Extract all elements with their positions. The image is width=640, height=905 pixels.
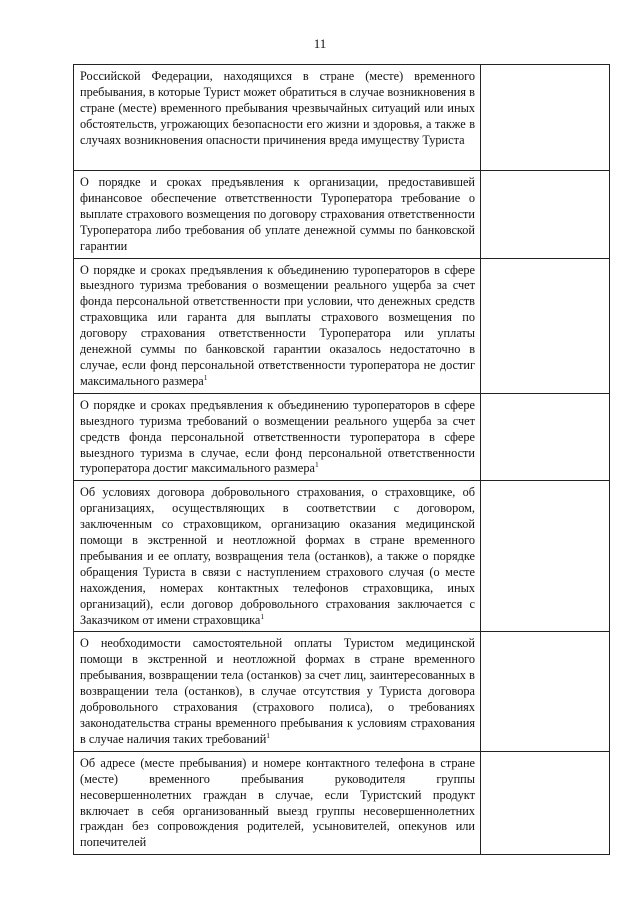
empty-cell [481, 393, 610, 481]
footnote-mark: 1 [314, 460, 319, 470]
empty-cell [481, 65, 610, 171]
footnote-mark: 1 [266, 730, 271, 740]
empty-cell [481, 171, 610, 259]
footnote-mark: 1 [203, 372, 208, 382]
text-cell [74, 393, 481, 481]
table-row [74, 65, 610, 171]
text-cell [74, 65, 481, 171]
table-row [74, 393, 610, 481]
table-row [74, 632, 610, 751]
text-cell [74, 258, 481, 393]
table-row [74, 481, 610, 632]
info-table [73, 64, 610, 855]
row-text: Об адресе (месте пребывания) и номере контактного телефона в стране (месте) временного пребывания руководителя группы несовершеннолетних граждан в случае, если Туристский продукт включает в себя организованный выезд группы несовершеннолетних граждан без сопровождения родителей, усыновителей, опекунов или попечителей [80, 755, 475, 850]
row-text: О необходимости самостоятельной оплаты Туристом медицинской помощи в экстренной и неотложной формах в стране временного пребывания, возвращении тела (останков) за счет лиц, заинтересованных в возвращении тела (останков), в случае отсутствия у Туриста договора добровольного страхования (страхового полиса), о требованиях законодательства страны временного пребывания к условиям страхования в случае наличия таких требований [80, 636, 475, 746]
page-number: 11 [313, 36, 327, 51]
text-cell [74, 481, 481, 632]
text-cell [74, 171, 481, 259]
empty-cell [481, 481, 610, 632]
table-row [74, 258, 610, 393]
row-text: О порядке и сроках предъявления к объединению туроператоров в сфере выездного туризма требования о возмещении реального ущерба за счет фонда персональной ответственности при условии, что денежных средств страховщика или гаранта для выплаты страхового возмещения по договору страхования ответственности Туроператора или уплаты денежной суммы по банковской гарантии оказалось недостаточно в случае, если фонд персональной ответственности туроператора не достиг максимального размера [80, 262, 475, 388]
empty-cell [481, 258, 610, 393]
row-text: Об условиях договора добровольного страхования, о страховщике, об организациях, осуществляющих в соответствии с договором, заключенным со страховщиком, организацию оказания медицинской помощи в экстренной и неотложной формах в стране временного пребывания и ее оплату, возвращения тела (останков), а также о порядке обращения Туриста в связи с наступлением страхового случая (о месте нахождения, номерах контактных телефонов страховщика, иных организаций), если договор добровольного страхования заключается с Заказчиком от имени страховщика [80, 485, 475, 627]
footnote-mark: 1 [260, 611, 265, 621]
row-text: Российской Федерации, находящихся в стране (месте) временного пребывания, в которые Турист может обратиться в случае возникновения в стране (месте) временного пребывания чрезвычайных ситуаций или иных обстоятельств, угрожающих безопасности его жизни и здоровья, а также в случаях возникновения опасности причинения вреда имуществу Туриста [80, 69, 475, 147]
row-text: О порядке и сроках предъявления к объединению туроператоров в сфере выездного туризма требований о возмещении реального ущерба за счет средств фонда персональной ответственности туроператора в сфере выездного туризма в случае, если фонд персональной ответственности туроператора достиг максимального размера [80, 397, 475, 476]
row-text: О порядке и сроках предъявления к организации, предоставившей финансовое обеспечение ответственности Туроператора требование о выплате страхового возмещения по договору страхования ответственности Туроператора либо требования об уплате денежной суммы по банковской гарантии [80, 175, 475, 253]
empty-cell [481, 751, 610, 854]
table-row [74, 171, 610, 259]
empty-cell [481, 632, 610, 751]
text-cell [74, 632, 481, 751]
table-row [74, 751, 610, 854]
text-cell [74, 751, 481, 854]
